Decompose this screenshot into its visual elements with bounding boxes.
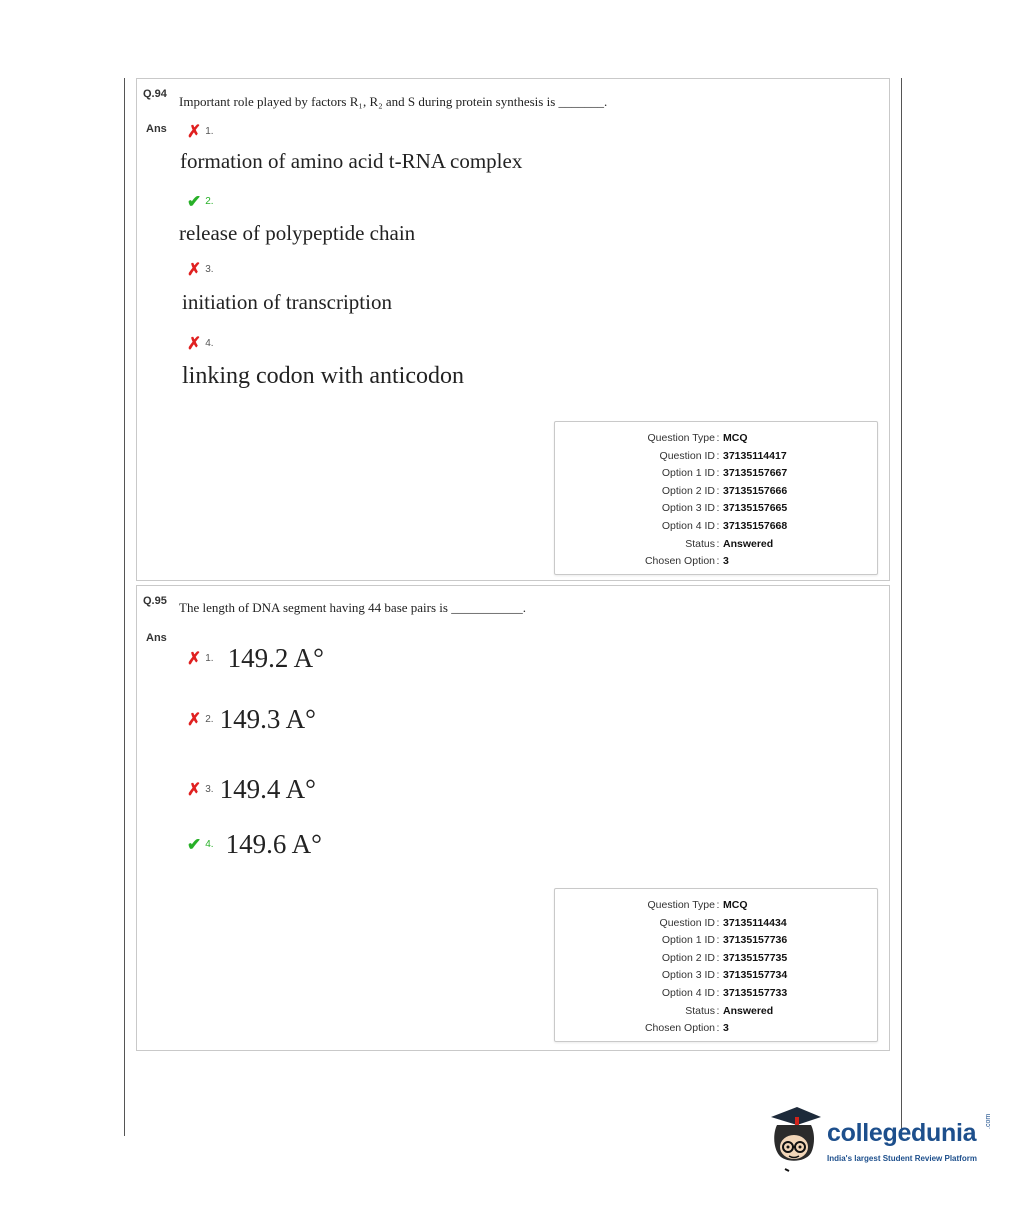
option-number: 1. xyxy=(205,126,214,137)
answer-label: Ans xyxy=(146,123,167,135)
info-row: Option 2 ID : 37135157666 xyxy=(661,484,788,497)
question-block-94 xyxy=(136,78,890,581)
option-4-text: 149.6 A° xyxy=(225,829,322,859)
option-3-text: initiation of transcription xyxy=(182,290,392,314)
info-row: Option 1 ID : 37135157667 xyxy=(661,467,788,480)
option-3-row xyxy=(187,774,316,805)
cross-icon: ✗ xyxy=(187,334,202,353)
question-info-panel xyxy=(554,888,878,1042)
option-3-text: 149.4 A° xyxy=(219,774,316,804)
page-right-border xyxy=(901,78,902,1140)
check-icon: ✔ xyxy=(187,192,202,211)
option-2-row xyxy=(187,704,316,735)
question-info-table xyxy=(555,897,787,1038)
info-row: Option 3 ID : 37135157665 xyxy=(661,502,788,515)
page-left-border xyxy=(124,78,125,1136)
mascot-icon xyxy=(765,1103,825,1173)
option-number: 2. xyxy=(205,714,214,725)
question-number: Q.94 xyxy=(143,88,167,100)
info-row: Option 2 ID : 37135157735 xyxy=(661,951,788,964)
option-number: 4. xyxy=(205,839,214,850)
option-1-text: 149.2 A° xyxy=(227,643,324,673)
option-2-text: 149.3 A° xyxy=(219,704,316,734)
question-info-panel xyxy=(554,421,878,575)
info-row: Chosen Option : 3 xyxy=(644,1022,729,1035)
question-info-table xyxy=(555,430,787,571)
option-number: 4. xyxy=(205,338,214,349)
info-row: Question ID : 37135114434 xyxy=(659,916,787,929)
cross-icon: ✗ xyxy=(187,710,202,729)
info-row: Question ID : 37135114417 xyxy=(659,449,787,462)
option-4-text: linking codon with anticodon xyxy=(182,363,464,389)
info-row: Question Type : MCQ xyxy=(647,899,748,911)
logo-tagline: India's largest Student Review Platform xyxy=(827,1154,977,1163)
option-1-marker xyxy=(187,123,214,140)
option-3-marker xyxy=(187,261,214,278)
info-row: Option 3 ID : 37135157734 xyxy=(661,969,788,982)
option-2-text: release of polypeptide chain xyxy=(179,221,416,245)
info-row: Status : Answered xyxy=(685,537,774,550)
collegedunia-logo[interactable] xyxy=(765,1103,995,1173)
check-icon: ✔ xyxy=(187,835,202,854)
answer-label: Ans xyxy=(146,632,167,644)
question-text: Important role played by factors R₁, R₂ and S during protein synthesis is _______. xyxy=(179,94,608,109)
info-row: Chosen Option : 3 xyxy=(644,555,729,568)
option-number: 3. xyxy=(205,784,214,795)
option-4-row xyxy=(187,829,322,860)
option-number: 2. xyxy=(205,196,214,207)
info-row: Option 4 ID : 37135157733 xyxy=(661,986,788,999)
info-row: Status : Answered xyxy=(685,1004,774,1017)
cross-icon: ✗ xyxy=(187,649,202,668)
info-row: Question Type : MCQ xyxy=(647,432,748,444)
option-number: 1. xyxy=(205,653,214,664)
option-1-row xyxy=(187,643,324,674)
question-block-95 xyxy=(136,585,890,1051)
cross-icon: ✗ xyxy=(187,780,202,799)
logo-suffix: .com xyxy=(985,1113,992,1129)
option-2-marker xyxy=(187,193,214,210)
option-1-text: formation of amino acid t-RNA complex xyxy=(180,149,523,173)
option-4-marker xyxy=(187,335,214,352)
cross-icon: ✗ xyxy=(187,122,202,141)
logo-wordmark: collegedunia xyxy=(827,1119,977,1147)
info-row: Option 4 ID : 37135157668 xyxy=(661,519,788,532)
option-number: 3. xyxy=(205,264,214,275)
question-number: Q.95 xyxy=(143,595,167,607)
question-text: The length of DNA segment having 44 base pairs is ___________. xyxy=(179,600,526,615)
cross-icon: ✗ xyxy=(187,260,202,279)
info-row: Option 1 ID : 37135157736 xyxy=(661,934,788,947)
